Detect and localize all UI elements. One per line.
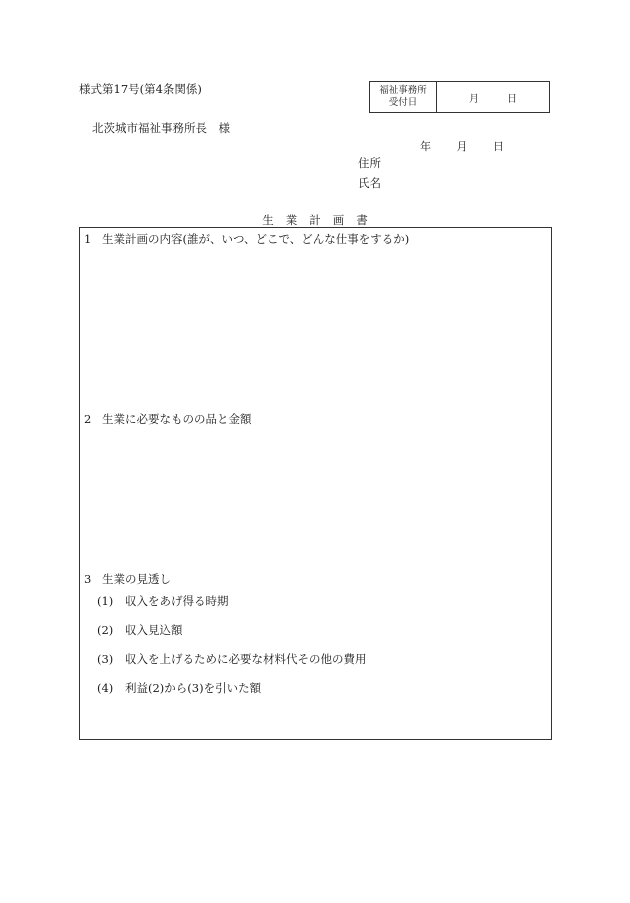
subitem-profit	[97, 680, 261, 696]
date-day-label: 日	[493, 140, 504, 153]
receipt-label	[370, 82, 437, 112]
section-heading: 生業に必要なものの品と金額	[102, 412, 252, 426]
subitem-expenses	[97, 651, 367, 667]
section-outlook	[84, 571, 171, 587]
address-label: 住所	[358, 156, 381, 170]
receipt-label-date: 受付日	[388, 97, 418, 108]
section-number: 3	[84, 572, 92, 586]
subitem-number: (2)	[97, 623, 114, 637]
subitem-text: 収入をあげ得る時期	[125, 594, 229, 608]
receipt-date-field[interactable]	[437, 82, 549, 112]
subitem-number: (3)	[97, 652, 114, 666]
section-heading: 生業の見透し	[102, 572, 171, 586]
subitem-text: 収入見込額	[125, 623, 183, 637]
subitem-text: 利益(2)から(3)を引いた額	[125, 681, 262, 695]
section-number: 1	[84, 232, 92, 246]
date-month-label: 月	[456, 140, 468, 153]
subitem-income-timing	[97, 593, 229, 609]
receipt-label-office: 福祉事務所	[379, 85, 427, 96]
section-required-items	[84, 411, 252, 427]
form-number: 様式第17号(第4条関係)	[79, 82, 202, 96]
subitem-number: (4)	[97, 681, 114, 695]
section-number: 2	[84, 412, 92, 426]
date-year-label: 年	[420, 140, 431, 153]
subitem-expected-income	[97, 622, 183, 638]
section-plan-content	[84, 231, 409, 247]
form-title: 生業計画書	[262, 213, 380, 227]
receipt-date-box	[369, 81, 550, 113]
addressee: 北茨城市福祉事務所長 様	[92, 121, 230, 135]
section-heading: 生業計画の内容(誰が、いつ、どこで、どんな仕事をするか)	[102, 232, 410, 246]
subitem-number: (1)	[97, 594, 114, 608]
receipt-day-label: 日	[507, 93, 517, 105]
receipt-month-label: 月	[469, 93, 479, 105]
subitem-text: 収入を上げるために必要な材料代その他の費用	[125, 652, 367, 666]
application-date	[420, 138, 504, 154]
name-label: 氏名	[358, 176, 381, 190]
